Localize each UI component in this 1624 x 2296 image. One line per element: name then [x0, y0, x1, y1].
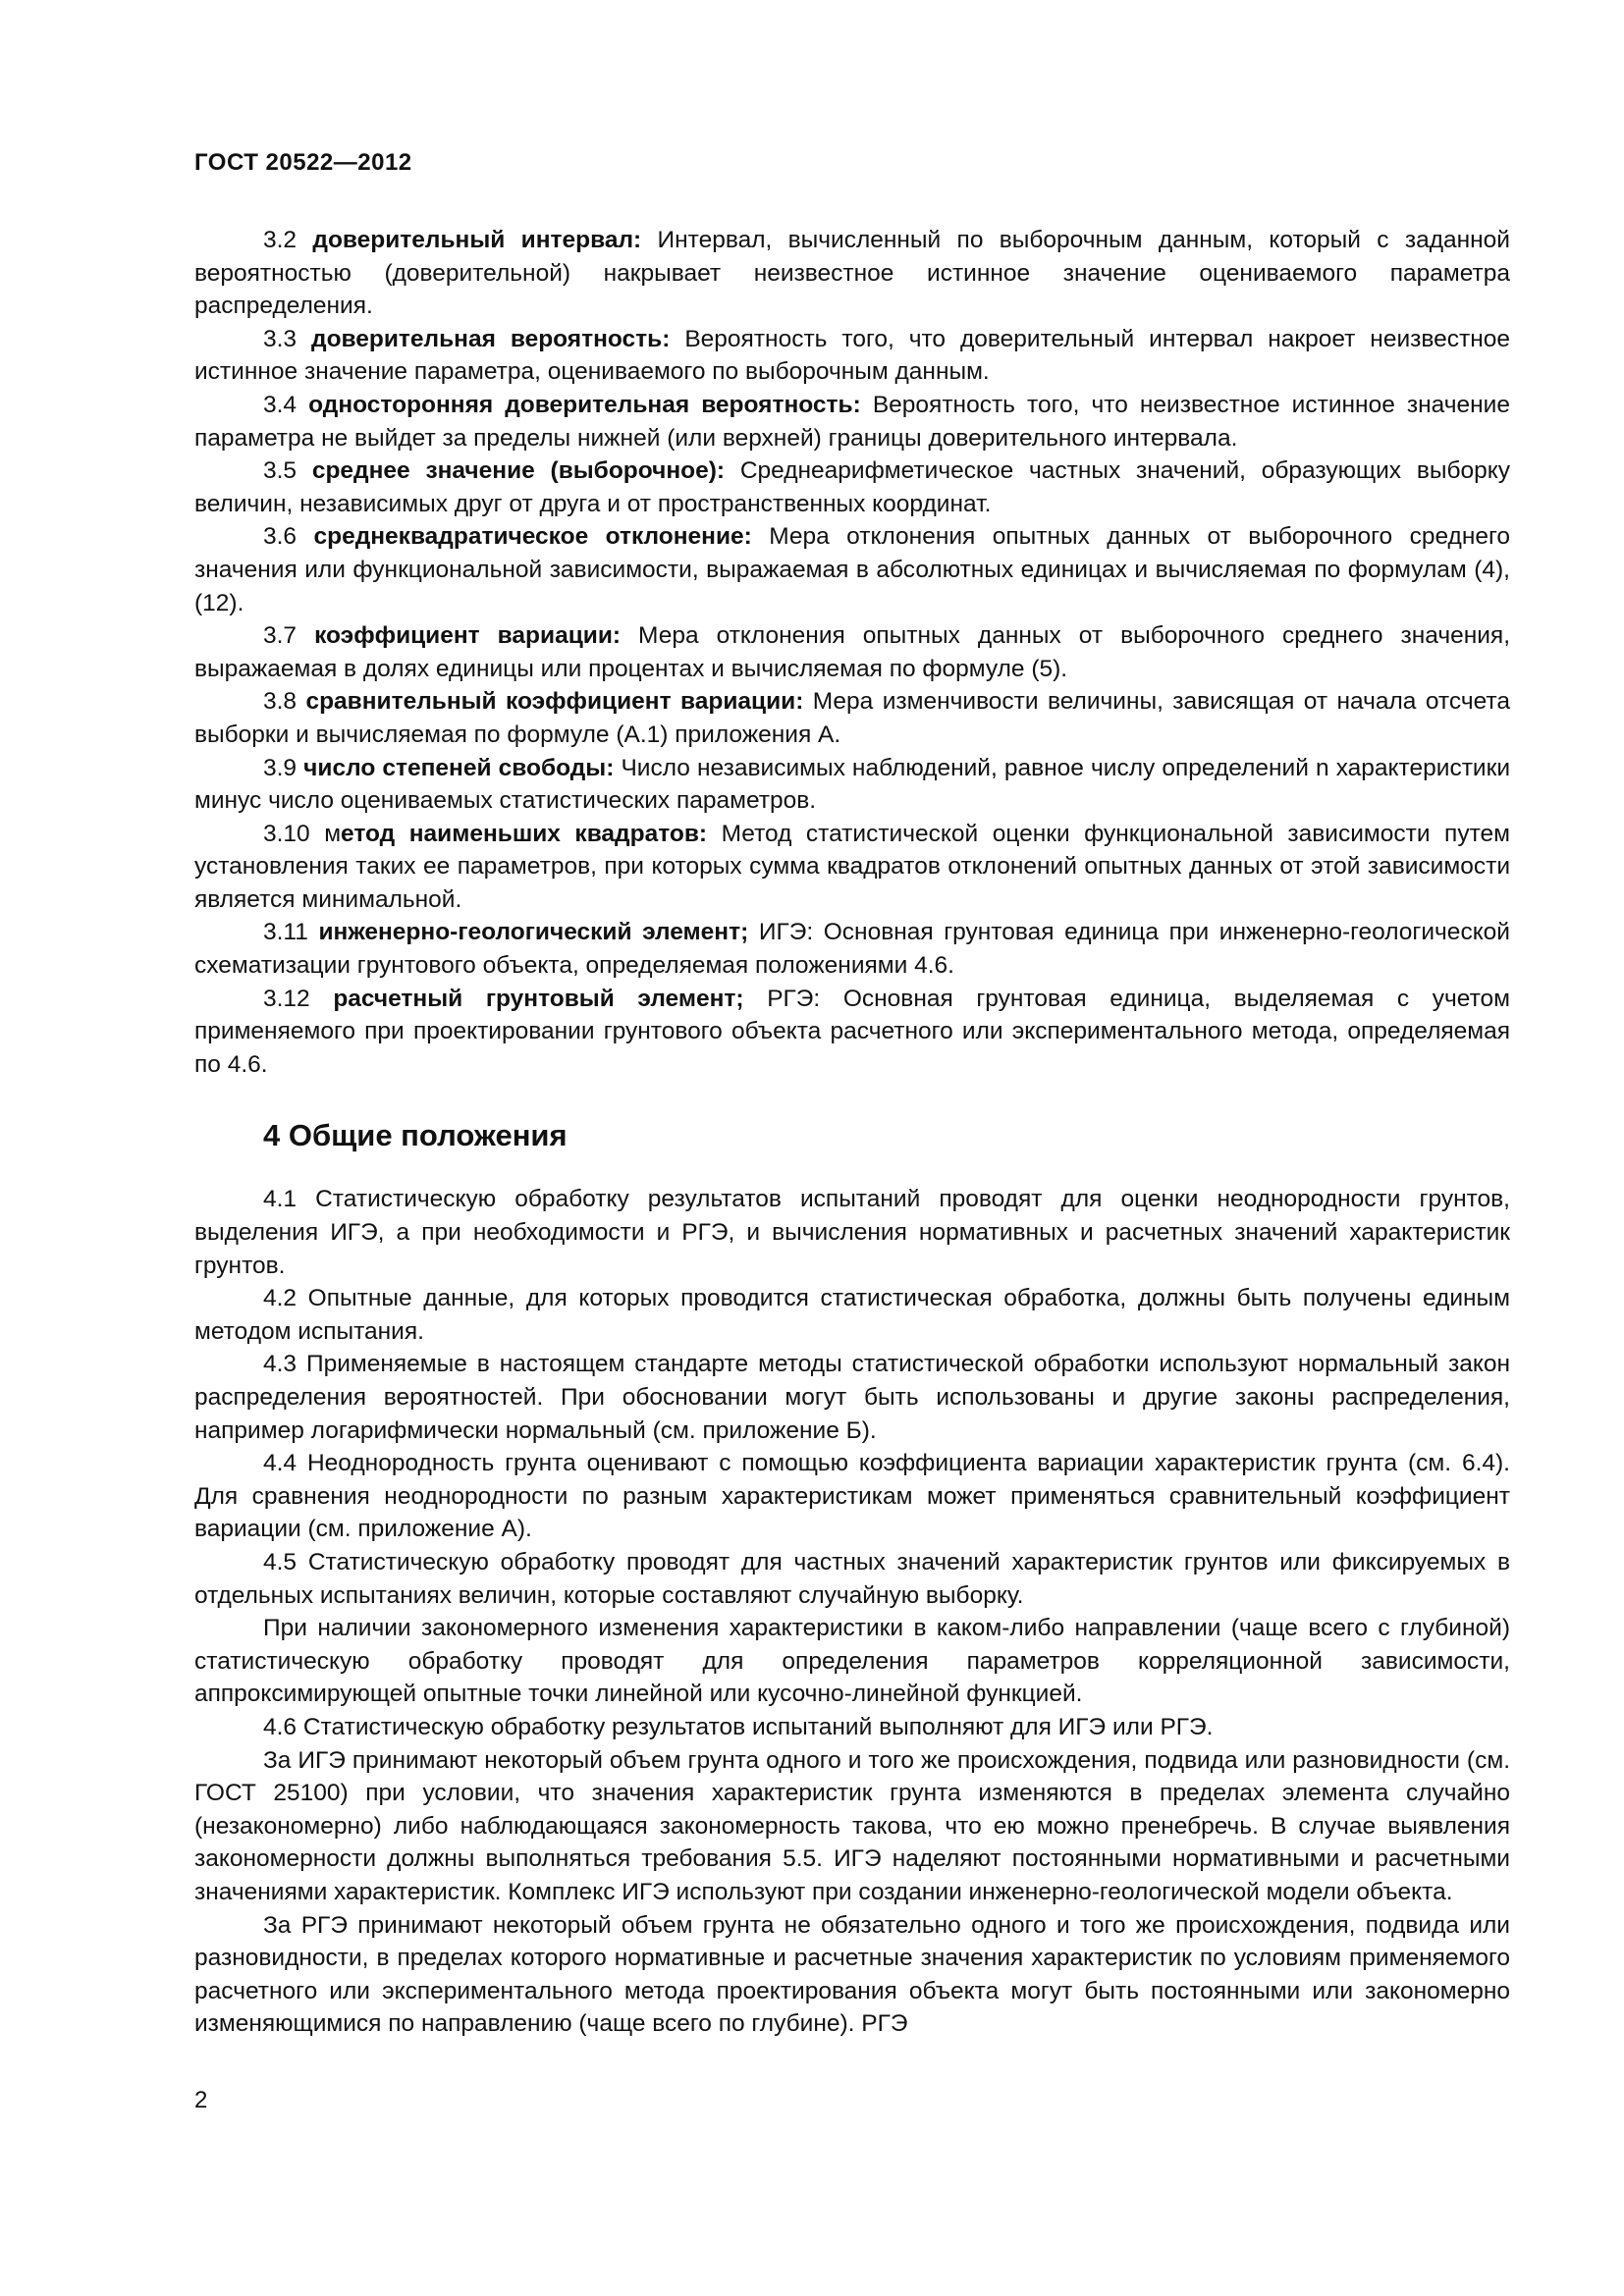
definition-3-9: 3.9 число степеней свободы: Число независимых наблюдений, равное числу определений n характеристики минус число оцениваемых статистических параметров.: [194, 754, 1510, 815]
definition-3-7: 3.7 коэффициент вариации: Мера отклонения опытных данных от выборочного среднего значения, выражаемая в долях единицы или процентах и вычисляемая по формуле (5).: [194, 622, 1510, 682]
definition-3-3: 3.3 доверительная вероятность: Вероятность того, что доверительный интервал накроет неизвестное истинное значение параметра, оцениваемого по выборочным данным.: [194, 325, 1510, 386]
page-content: [194, 224, 1510, 2041]
page-number: 2: [194, 2087, 208, 2113]
section-title: 4 Общие положения: [263, 1118, 568, 1153]
paragraph-4-4: 4.4 Неоднородность грунта оценивают с помощью коэффициента вариации характеристик грунта (см. 6.4). Для сравнения неоднородности по разным характеристикам может применяться сравнительный коэффициент вариации (см. приложение А).: [194, 1450, 1510, 1543]
definition-3-5: 3.5 среднее значение (выборочное): Среднеарифметическое частных значений, образующих выборку величин, независимых друг от друга и от пространственных координат.: [194, 457, 1510, 517]
paragraph-4-6-ige: За ИГЭ принимают некоторый объем грунта одного и того же происхождения, подвида или разновидности (см. ГОСТ 25100) при условии, что значения характеристик грунта изменяются в пределах элемента случайно (незакономерно) либо наблюдающаяся закономерность такова, что ею можно пренебречь. В случае выявления закономерности должны выполняться требования 5.5. ИГЭ наделяют постоянными нормативными и расчетными значениями характеристик. Комплекс ИГЭ используют при создании инженерно-геологической модели объекта.: [194, 1746, 1510, 1905]
paragraph-4-5: 4.5 Статистическую обработку проводят для частных значений характеристик грунтов или фиксируемых в отдельных испытаниях величин, которые составляют случайную выборку.: [194, 1548, 1510, 1609]
definition-3-11: 3.11 инженерно-геологический элемент; ИГЭ: Основная грунтовая единица при инженерно-геологической схематизации грунтового объекта, определяемая положениями 4.6.: [194, 919, 1510, 980]
definitions-list: [194, 224, 1510, 1081]
paragraph-4-6: 4.6 Статистическую обработку результатов испытаний выполняют для ИГЭ или РГЭ.: [263, 1713, 1214, 1740]
definition-3-10: 3.10 метод наименьших квадратов: Метод статистической оценки функциональной зависимости путем установления таких ее параметров, при которых сумма квадратов отклонений опытных данных от этой зависимости является минимальной.: [194, 820, 1510, 913]
document-header: ГОСТ 20522—2012: [194, 149, 412, 176]
paragraph-4-6-rge: За РГЭ принимают некоторый объем грунта не обязательно одного и того же происхождения, подвида или разновидности, в пределах которого нормативные и расчетные значения характеристик по условиям применяемого расчетного или экспериментального метода проектирования объекта могут быть постоянными или закономерно изменяющимися по направлению (чаще всего по глубине). РГЭ: [194, 1911, 1510, 2038]
paragraph-4-2: 4.2 Опытные данные, для которых проводится статистическая обработка, должны быть получены единым методом испытания.: [194, 1285, 1510, 1345]
definition-3-6: 3.6 среднеквадратическое отклонение: Мера отклонения опытных данных от выборочного среднего значения или функциональной зависимости, выражаемая в абсолютных единицах и вычисляемая по формулам (4), (12).: [194, 523, 1511, 616]
section-4-body: [194, 1183, 1510, 2040]
definition-3-12: 3.12 расчетный грунтовый элемент; РГЭ: Основная грунтовая единица, выделяемая с учетом применяемого при проектировании грунтового объекта расчетного или экспериментального метода, определяемая по 4.6.: [194, 985, 1510, 1078]
paragraph-4-1: 4.1 Статистическую обработку результатов испытаний проводят для оценки неоднородности грунтов, выделения ИГЭ, а при необходимости и РГЭ, и вычисления нормативных и расчетных значений характеристик грунтов.: [194, 1186, 1510, 1279]
paragraph-4-5-cont: При наличии закономерного изменения характеристики в каком-либо направлении (чаще всего с глубиной) статистическую обработку проводят для определения параметров корреляционной зависимости, аппроксимирующей опытные точки линейной или кусочно-линейной функцией.: [194, 1615, 1510, 1708]
definition-3-4: 3.4 односторонняя доверительная вероятность: Вероятность того, что неизвестное истинное значение параметра не выйдет за пределы нижней (или верхней) границы доверительного интервала.: [194, 391, 1510, 452]
definition-3-2: 3.2 доверительный интервал: Интервал, вычисленный по выборочным данным, который с заданной вероятностью (доверительной) накрывает неизвестное истинное значение оцениваемого параметра распределения.: [194, 227, 1510, 320]
definition-3-8: 3.8 сравнительный коэффициент вариации: Мера изменчивости величины, зависящая от начала отсчета выборки и вычисляемая по формуле (А.1) приложения А.: [194, 688, 1510, 748]
paragraph-4-3: 4.3 Применяемые в настоящем стандарте методы статистической обработки используют нормальный закон распределения вероятностей. При обосновании могут быть использованы и другие законы распределения, например логарифмически нормальный (см. приложение Б).: [194, 1351, 1510, 1444]
